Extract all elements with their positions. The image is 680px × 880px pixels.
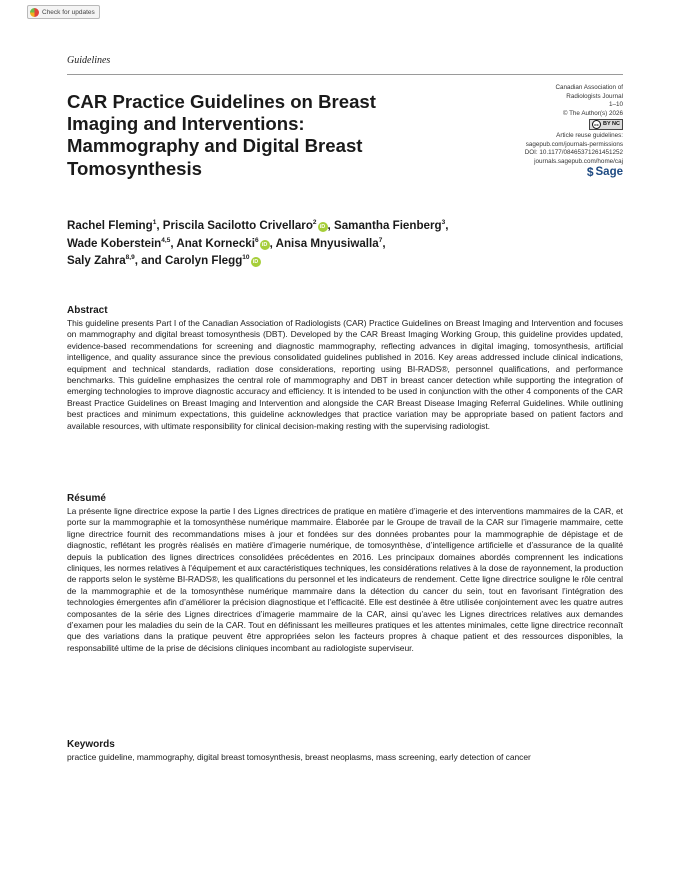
author-list	[67, 217, 537, 270]
author-affiliation: 6	[254, 236, 259, 244]
section-label: Guidelines	[67, 55, 111, 66]
orcid-icon[interactable]: iD	[318, 222, 328, 232]
abstract-text: This guideline presents Part I of the Canadian Association of Radiologists (CAR) Practice Guidelines on Breast Imaging and Intervention and focuses on mammography and digital breast tomosynthesis (DBT). Developed by the CAR Breast Imaging Working Group, this guideline provides updated, evidence-based recommendations for screening and diagnostic mammography, reflecting advances in digital imaging, tomosynthesis, artificial intelligence, and quality assurance since the previous consolidated guidelines published in 2016. Key areas addressed include clinical indications, equipment and technical standards, radiation dose considerations, reporting using BI-RADS®, personnel qualifications, and performance benchmarks. This guideline emphasizes the central role of mammography and DBT in breast cancer detection while supporting the integration of emerging technologies to improve diagnostic accuracy and efficiency. It is intended to be used in conjunction with the other 4 components of the CAR Breast Practice Guidelines on Breast Imaging and Intervention and alongside the CAR Breast Disease Imaging Referral Guidelines. While outlining best practices and minimum expectations, this guideline acknowledges that practice variation may be appropriate based on patient factors and available resources, with ultimate responsibility for clinical decision-making resting with the supervising radiologist.	[67, 318, 623, 431]
author-affiliation: 2	[312, 219, 317, 226]
author-name[interactable]: Anisa Mnyusiwalla	[275, 236, 379, 250]
cc-icon: cc	[592, 120, 601, 129]
reuse-link[interactable]: sagepub.com/journals-permissions	[525, 140, 623, 148]
journal-name-line1: Canadian Association of	[555, 84, 623, 91]
copyright: © The Author(s) 2026	[562, 109, 623, 117]
reuse-line1: Article reuse guidelines:	[556, 132, 623, 139]
author-name[interactable]: Saly Zahra	[67, 254, 126, 267]
resume-heading: Résumé	[67, 493, 106, 504]
article-title: CAR Practice Guidelines on Breast Imaging and Interventions: Mammography and Digital Breast Tomosynthesis	[67, 91, 376, 179]
author-affiliation: 8,9	[125, 254, 135, 261]
author-affiliation: 1	[152, 219, 157, 226]
author-separator: ,	[445, 219, 449, 232]
doi-link[interactable]: DOI: 10.1177/08465371261451252	[524, 149, 623, 156]
abstract-section	[67, 305, 623, 432]
sage-logo[interactable]	[586, 165, 623, 179]
author-separator: , and	[134, 254, 165, 267]
author-affiliation: 3	[441, 219, 446, 226]
header-rule	[67, 74, 623, 75]
author-name[interactable]: Carolyn Flegg	[164, 254, 243, 267]
author	[67, 254, 135, 267]
check-for-updates-label: Check for updates	[42, 8, 95, 16]
author-name[interactable]: Wade Koberstein	[67, 236, 162, 250]
author-affiliation: 10	[242, 254, 250, 261]
orcid-icon[interactable]: iD	[251, 257, 261, 267]
author-separator: ,	[327, 219, 334, 232]
page-range: 1–10	[608, 101, 623, 108]
resume-text: La présente ligne directrice expose la partie I des Lignes directrices de pratique en matière d’imagerie et des interventions mammaires de la CAR, et porte sur la mammographie et la tomosynthèse numérique mammaire. Élaborée par le Groupe de travail de la CAR sur l’imagerie mammaire, cette ligne directrice fournit des recommandations mises à jour et fondées sur des données probantes pour la mammographie de dépistage et de diagnostic, reflétant les progrès réalisés en matière d’imagerie numérique, de tomosynthèse, d’intelligence artificielle et d’assurance de la qualité depuis la publication des lignes directrices consolidées précédentes en 2016. Les principaux domaines abordés comprennent les indications cliniques, les normes relatives à l’équipement et aux caractéristiques techniques, les considérations relatives à la dose de rayonnement, la production de rapports selon le système BI-RADS®, les qualifications du personnel et les indicateurs de rendement. Cette ligne directrice souligne le rôle central de la mammographie et de la tomosynthèse numérique mammaire dans la détection du cancer du sein, tout en favorisant l’intégration des technologies émergentes afin d’améliorer la précision diagnostique et l’efficacité. Elle est destinée à être utilisée conjointement avec les quatre autres composantes de la série des Lignes directrices d’imagerie mammaire de la CAR, ainsi qu’avec les Lignes directrices relatives aux demandes d’examen pour les maladies du sein de la CAR. Tout en définissant les meilleures pratiques et les attentes minimales, cette ligne directrice reconnaît que des variations dans la pratique peuvent être appropriées selon les facteurs propres à chaque patient et des ressources disponibles, la responsabilité ultime de la prise de décisions cliniques incombant au radiologiste superviseur.	[67, 506, 623, 653]
author-separator: ,	[269, 236, 276, 250]
author-name[interactable]: Samantha Fienberg	[333, 219, 442, 232]
author-separator: ,	[156, 219, 163, 232]
author-affiliation: 4,5	[161, 236, 171, 244]
journal-meta	[473, 84, 623, 180]
author-name[interactable]: Rachel Fleming	[67, 219, 153, 232]
author	[163, 219, 328, 232]
author-name[interactable]: Priscila Sacilotto Crivellaro	[162, 219, 313, 232]
creative-commons-license-badge[interactable]	[589, 119, 623, 130]
resume-section	[67, 493, 623, 654]
journal-url-link[interactable]: journals.sagepub.com/home/caj	[534, 157, 623, 165]
publisher-name: Sage	[595, 166, 623, 178]
keywords-section	[67, 739, 623, 763]
author-affiliation: 7	[378, 236, 383, 244]
author	[67, 237, 170, 250]
author	[275, 236, 386, 250]
author	[165, 254, 261, 267]
author-separator: ,	[382, 236, 386, 250]
crossmark-icon	[30, 8, 39, 17]
orcid-icon[interactable]: iD	[260, 240, 270, 250]
author-name[interactable]: Anat Kornecki	[176, 236, 255, 250]
keywords-text: practice guideline, mammography, digital breast tomosynthesis, breast neoplasms, mass screening, early detection of cancer	[67, 752, 531, 762]
author-separator: ,	[170, 236, 177, 250]
author	[334, 219, 445, 232]
author	[176, 237, 269, 250]
license-label: BY NC	[602, 121, 620, 128]
keywords-heading: Keywords	[67, 739, 115, 750]
sage-s-icon: $	[586, 165, 594, 179]
journal-name-line2: Radiologists Journal	[566, 92, 623, 100]
author	[67, 219, 156, 232]
check-for-updates-button[interactable]	[27, 5, 100, 19]
abstract-heading: Abstract	[67, 305, 108, 316]
